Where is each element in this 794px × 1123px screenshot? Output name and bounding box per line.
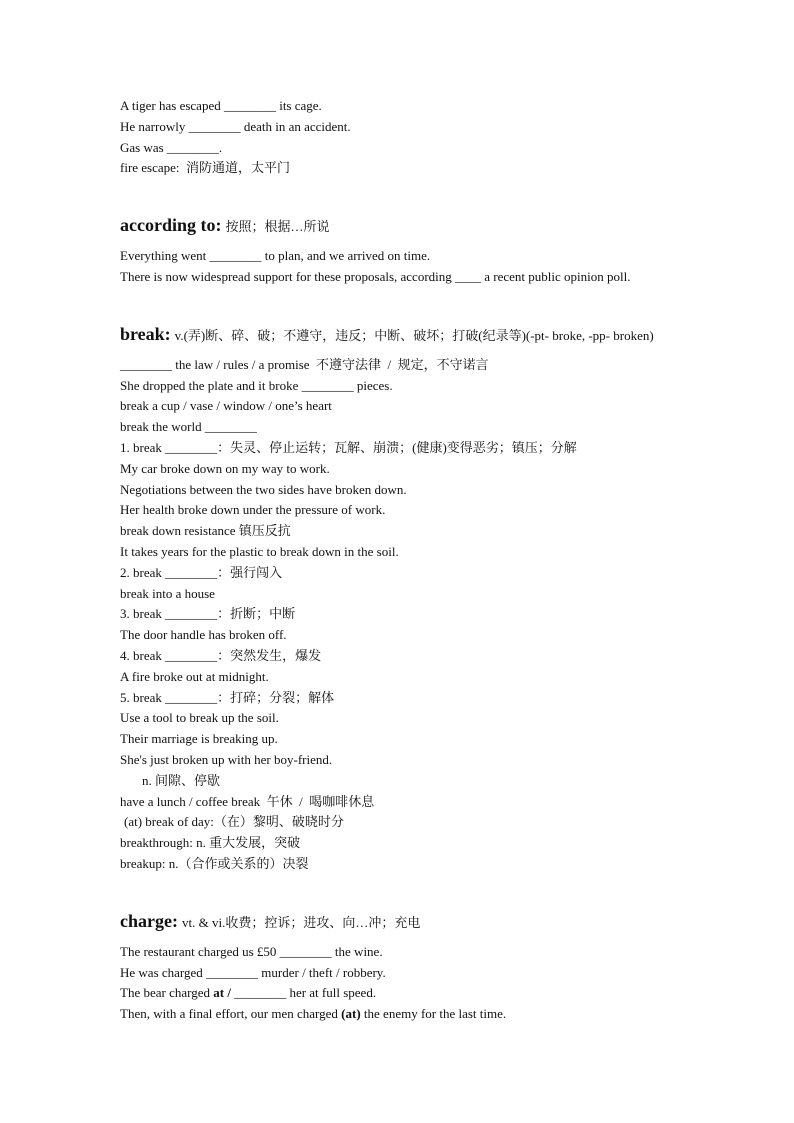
example-line: There is now widespread support for these proposals, according ____ a recent public opinion poll.	[120, 268, 631, 284]
example-line: He narrowly ________ death in an accident.	[120, 118, 351, 134]
entry-definition: 按照；根据…所说	[225, 219, 330, 235]
entry-break	[120, 322, 720, 875]
entry-term: according to:	[120, 215, 222, 236]
phrase-line: 3. break ________：折断；中断	[120, 606, 296, 622]
example-line: breakthrough: n. 重大发展，突破	[120, 835, 301, 851]
entry-term: break:	[120, 323, 171, 344]
example-line: Use a tool to break up the soil.	[120, 710, 279, 726]
text-run: the enemy for the last time.	[360, 1006, 507, 1022]
phrase-line: 2. break ________：强行闯入	[120, 564, 283, 580]
entry-definition: v.(弄)断、碎、破；不遵守，违反；中断、破坏；打破(纪录等)(-pt- broke, -pp- broken)	[174, 327, 654, 343]
phrase-line: 4. break ________：突然发生，爆发	[120, 647, 322, 663]
document-content	[120, 96, 720, 1025]
example-line: Her health broke down under the pressure of work.	[120, 502, 386, 518]
example-line: A fire broke out at midnight.	[120, 668, 269, 684]
example-line: It takes years for the plastic to break down in the soil.	[120, 543, 399, 559]
example-line: The door handle has broken off.	[120, 627, 287, 643]
entry-heading	[120, 909, 720, 935]
entry-heading	[120, 213, 720, 239]
phrase-line: 5. break ________：打碎；分裂；解体	[120, 689, 335, 705]
entry-definition: vt. & vi.收费；控诉；进攻、向…冲；充电	[181, 914, 421, 930]
example-line: He was charged ________ murder / theft / robbery.	[120, 964, 386, 980]
example-line: have a lunch / coffee break 午休 / 喝咖啡休息	[120, 793, 375, 809]
example-line: Gas was ________.	[120, 139, 223, 155]
bold-text-run: (at)	[341, 1006, 361, 1022]
example-line: break into a house	[120, 585, 215, 601]
example-line: Negotiations between the two sides have broken down.	[120, 481, 407, 497]
example-line: Everything went ________ to plan, and we arrived on time.	[120, 248, 431, 264]
escape-examples	[120, 96, 720, 179]
example-line: break the world ________	[120, 419, 257, 435]
phrase-line: 1. break ________：失灵、停止运转；瓦解、崩溃；(健康)变得恶劣；镇压；分解	[120, 439, 577, 455]
example-line: (at) break of day:（在）黎明、破晓时分	[124, 814, 344, 830]
example-line	[120, 1004, 720, 1025]
text-run: ________ her at full speed.	[230, 985, 377, 1001]
entry-charge	[120, 909, 720, 1025]
noun-definition: n. 间隙、停歇	[142, 772, 221, 788]
example-line: My car broke down on my way to work.	[120, 460, 330, 476]
example-line: A tiger has escaped ________ its cage.	[120, 98, 322, 113]
example-line: fire escape: 消防通道，太平门	[120, 160, 291, 176]
entry-heading	[120, 322, 720, 348]
example-line: She dropped the plate and it broke ________ pieces.	[120, 377, 393, 393]
text-run: The bear charged	[120, 985, 214, 1001]
example-line: The restaurant charged us £50 ________ the wine.	[120, 943, 383, 959]
example-line: Their marriage is breaking up.	[120, 731, 278, 747]
example-line: break down resistance 镇压反抗	[120, 523, 291, 539]
text-run: Then, with a final effort, our men charged	[120, 1006, 342, 1022]
example-line: She's just broken up with her boy-friend.	[120, 751, 333, 767]
example-line: break a cup / vase / window / one’s heart	[120, 398, 332, 414]
bold-text-run: at /	[213, 985, 231, 1001]
entry-according-to	[120, 213, 720, 288]
example-line: ________ the law / rules / a promise 不遵守法律 / 规定，不守诺言	[120, 356, 489, 372]
entry-term: charge:	[120, 910, 178, 931]
example-line	[120, 983, 720, 1004]
example-line: breakup: n.（合作或关系的）决裂	[120, 855, 309, 871]
